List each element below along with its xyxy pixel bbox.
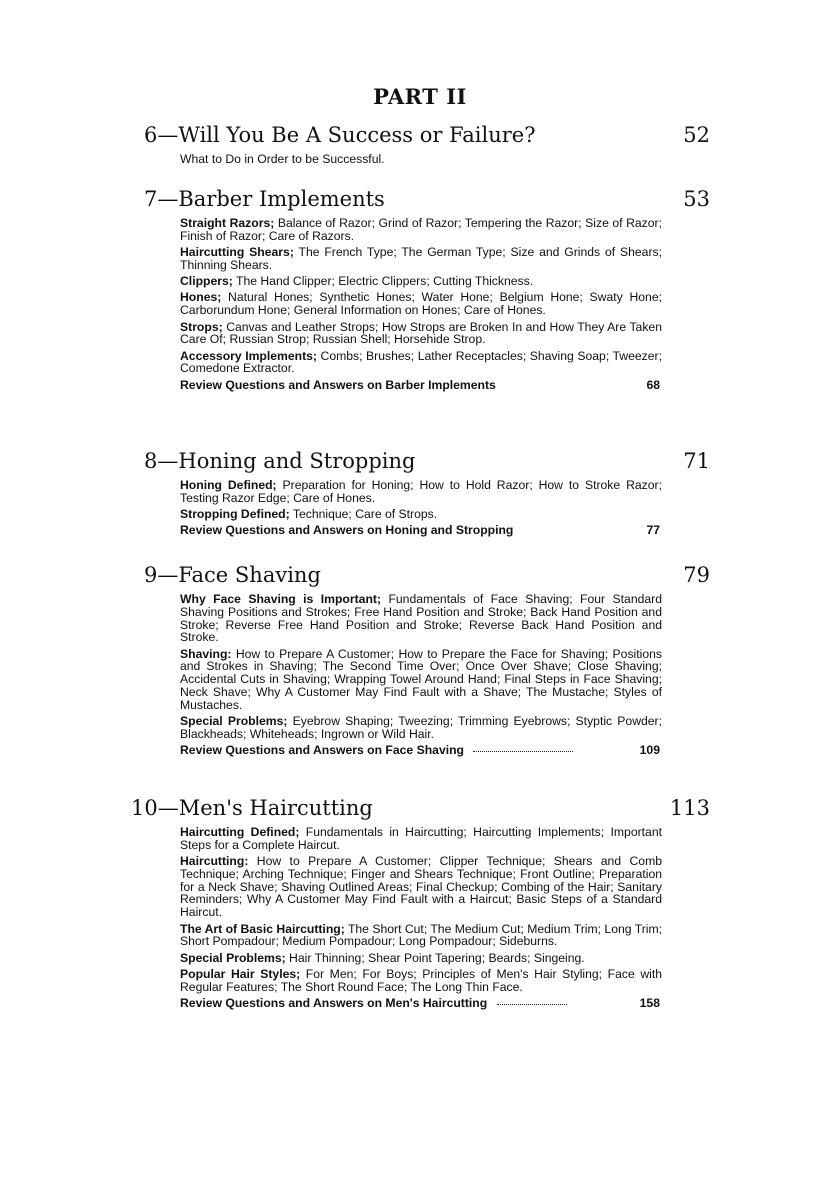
entry: [180, 855, 662, 919]
entry-label: Strops;: [180, 319, 223, 334]
review-page: 109: [639, 743, 660, 758]
entry: [180, 275, 662, 288]
entry-label: Straight Razors;: [180, 216, 275, 230]
entry-text: Technique; Care of Strops.: [289, 507, 438, 522]
chapter-entries: [180, 826, 662, 1011]
entry: [180, 648, 662, 712]
chapter-number: 6: [144, 123, 158, 147]
leader-dots: [497, 1003, 567, 1005]
chapter-page: 71: [683, 449, 710, 473]
chapter-name: Men's Haircutting: [178, 796, 373, 820]
review-text: Review Questions and Answers on Barber Implements: [180, 377, 496, 392]
entry-text: Hair Thinning; Shear Point Tapering; Beards; Singeing.: [285, 950, 585, 965]
entry-text: The Short Cut; The Medium Cut; Medium Trim; Long Trim; Short Pompadour; Medium Pompadour; Long Pompadour; Sideburns.: [180, 921, 662, 949]
entry-text: Canvas and Leather Strops; How Strops are Broken In and How They Are Taken Care Of; Russian Strop; Russian Shell; Horsehide Strop.: [180, 319, 662, 347]
entry: [180, 321, 662, 347]
review-line[interactable]: [180, 379, 662, 393]
entry: [180, 508, 662, 521]
entry-label: Haircutting Shears;: [180, 245, 294, 260]
entry-text: Eyebrow Shaping; Tweezing; Trimming Eyebrows; Styptic Powder; Blackheads; Whiteheads; Ingrown or Wild Hair.: [180, 714, 662, 741]
review-line[interactable]: [180, 997, 662, 1011]
chapter-page: 113: [669, 796, 710, 820]
chapter-title[interactable]: 7—Barber Implements: [144, 187, 385, 211]
chapter-name: Honing and Stropping: [178, 449, 416, 473]
entry: [180, 153, 662, 166]
entry-text: Fundamentals of Face Shaving; Four Standard Shaving Positions and Strokes; Free Hand Position and Stroke; Back Hand Position and Stroke; Reverse Free Hand Position and Stroke; Reverse Back Hand Position and Stroke.: [180, 592, 662, 645]
entry: [180, 593, 662, 644]
chapter-10: [0, 796, 840, 1011]
entry-text: The French Type; The German Type; Size and Grinds of Shears; Thinning Shears.: [180, 245, 663, 272]
entry: [180, 246, 662, 272]
entry: [180, 479, 662, 505]
chapter-name: Barber Implements: [178, 187, 385, 211]
chapter-name: Face Shaving: [178, 563, 321, 587]
entry-text: Fundamentals in Haircutting; Haircutting Implements; Important Steps for a Complete Haircut.: [180, 825, 662, 852]
chapter-number: 7: [144, 187, 158, 211]
entry-label: Clippers;: [180, 274, 233, 289]
entry-text: How to Prepare A Customer; Clipper Technique; Shears and Comb Technique; Arching Technique; Finger and Shears Technique; Front Outline; Preparation for a Neck Shave; Shaving Outlined Areas; Final Checkup; Combing of the Hair; Sanitary Reminders; Why A Customer May Find Fault with a Haircut; Basic Steps of a Standard Haircut.: [180, 854, 662, 920]
chapter-page: 53: [683, 187, 710, 211]
entry-text: The Hand Clipper; Electric Clippers; Cutting Thickness.: [232, 274, 534, 289]
entry-label: Honing Defined;: [180, 478, 277, 492]
chapter-title[interactable]: 6—Will You Be A Success or Failure?: [144, 123, 536, 147]
review-text: Review Questions and Answers on Honing and Stropping: [180, 523, 514, 538]
part-title: PART II: [373, 84, 467, 109]
review-line[interactable]: [180, 744, 662, 758]
entry: [180, 350, 662, 376]
entry-label: Stropping Defined;: [180, 507, 290, 522]
chapter-entries: [180, 153, 662, 166]
entry-text: What to Do in Order to be Successful.: [180, 152, 385, 166]
chapter-7: [0, 187, 840, 393]
entry-label: Special Problems;: [180, 714, 288, 729]
review-line[interactable]: [180, 524, 662, 538]
entry: [180, 968, 662, 994]
chapter-name: Will You Be A Success or Failure?: [178, 123, 536, 147]
entry-label: Why Face Shaving is Important;: [180, 592, 382, 606]
review-text: Review Questions and Answers on Men's Haircutting: [180, 996, 488, 1011]
entry: [180, 715, 662, 741]
chapter-9: [0, 563, 840, 758]
entry-text: How to Prepare A Customer; How to Prepare the Face for Shaving; Positions and Strokes in Shaving; The Second Time Over; Once Over Shave; Close Shaving; Accidental Cuts in Shaving; Wrapping Towel Around Hand; Final Steps in Face Shaving; Neck Shave; Why A Customer May Find Fault with a Shave; The Mustache; Styles of Mustaches.: [180, 646, 662, 712]
entry-label: Hones;: [180, 290, 222, 305]
chapter-number: 9: [144, 563, 158, 587]
entry: [180, 952, 662, 965]
chapter-number: 8: [144, 449, 158, 473]
chapter-8: [0, 449, 840, 538]
entry: [180, 923, 662, 949]
entry-label: Haircutting Defined;: [180, 825, 300, 839]
entry-text: Natural Hones; Synthetic Hones; Water Hone; Belgium Hone; Swaty Hone; Carborundum Hone; General Information on Hones; Care of Hones.: [180, 290, 662, 318]
entry: [180, 217, 662, 243]
entry-text: Balance of Razor; Grind of Razor; Tempering the Razor; Size of Razor; Finish of Razor; Care of Razors.: [180, 216, 662, 243]
entry-label: Shaving:: [180, 646, 232, 661]
entry: [180, 291, 662, 317]
chapter-6: [0, 123, 840, 169]
review-page: 158: [639, 996, 660, 1011]
chapter-number: 10: [131, 796, 158, 820]
leader-dots: [473, 750, 573, 752]
review-text: Review Questions and Answers on Face Shaving: [180, 743, 465, 758]
entry-label: Popular Hair Styles;: [180, 966, 301, 981]
chapter-entries: [180, 217, 662, 393]
entry-label: The Art of Basic Haircutting;: [180, 921, 345, 936]
chapter-title[interactable]: 8—Honing and Stropping: [144, 449, 416, 473]
review-page: 77: [646, 523, 660, 538]
chapter-title[interactable]: 10—Men's Haircutting: [131, 796, 373, 820]
entry-text: Preparation for Honing; How to Hold Razor; How to Stroke Razor; Testing Razor Edge; Care of Hones.: [180, 478, 662, 505]
entry-label: Haircutting:: [180, 854, 249, 869]
chapter-entries: [180, 593, 662, 758]
entry-label: Accessory Implements;: [180, 348, 317, 363]
entry: [180, 826, 662, 852]
chapter-title[interactable]: 9—Face Shaving: [144, 563, 321, 587]
review-page: 68: [646, 377, 660, 392]
chapter-page: 79: [683, 563, 710, 587]
entry-label: Special Problems;: [180, 950, 286, 965]
chapter-entries: [180, 479, 662, 538]
chapter-page: 52: [683, 123, 710, 147]
entry-text: Combs; Brushes; Lather Receptacles; Shaving Soap; Tweezer; Comedone Extractor.: [180, 348, 662, 376]
entry-text: For Men; For Boys; Principles of Men's Hair Styling; Face with Regular Features; The Short Round Face; The Long Thin Face.: [180, 966, 662, 994]
